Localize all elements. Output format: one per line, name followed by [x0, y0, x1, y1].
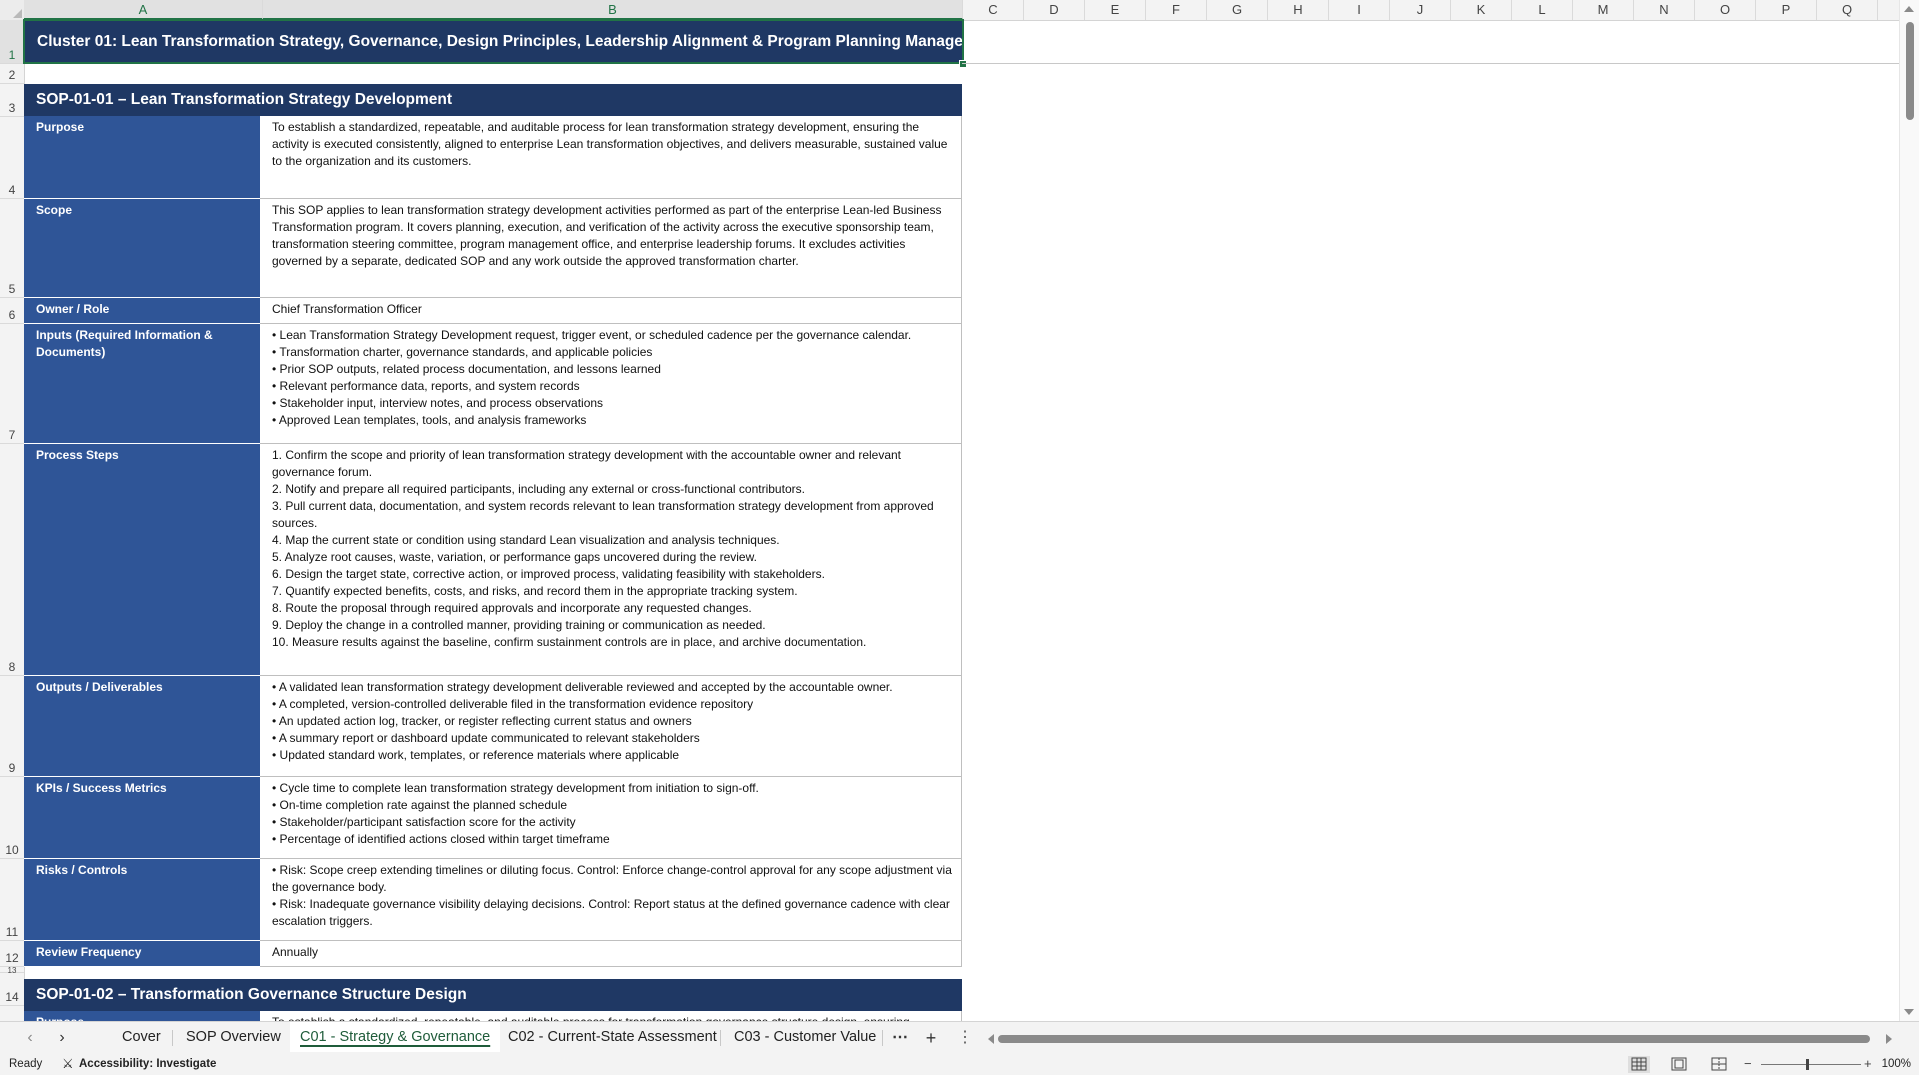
- column-header-p[interactable]: P: [1756, 0, 1817, 20]
- sop-section-risks[interactable]: [24, 859, 962, 941]
- section-value: Chief Transformation Officer: [260, 298, 962, 324]
- more-sheets-icon[interactable]: ⋯: [892, 1029, 908, 1046]
- sop-section-kpis[interactable]: [24, 777, 962, 859]
- row-divider: [962, 63, 1900, 64]
- scroll-up-arrow-icon[interactable]: [1904, 6, 1914, 12]
- sheet-tabs-bar: [0, 1021, 1919, 1054]
- sheet-tab-c03-customer-value[interactable]: C03 - Customer Value: [734, 1029, 877, 1045]
- row-header-7[interactable]: 7: [0, 324, 24, 444]
- section-label: Scope: [24, 199, 260, 298]
- scroll-right-arrow-icon[interactable]: [1886, 1034, 1892, 1044]
- row-header-3[interactable]: 3: [0, 84, 24, 117]
- column-header-k[interactable]: K: [1451, 0, 1512, 20]
- fill-handle[interactable]: [959, 60, 967, 68]
- sheet-tab-c01-strategy-governance[interactable]: C01 - Strategy & Governance: [290, 1022, 500, 1052]
- normal-view-icon[interactable]: [1628, 1056, 1650, 1073]
- row-header-13[interactable]: 13: [0, 967, 24, 973]
- section-value: 1. Confirm the scope and priority of lean transformation strategy development with the accountable owner and relevant governance forum. 2. Notify and prepare all required participants, including any external or cross-functional contributors. 3. Pull current data, documentation, and system records relevant to lean transformation strategy development from approved sources. 4. Map the current state or condition using standard Lean visualization and analysis techniques. 5. Analyze root causes, waste, variation, or performance gaps uncovered during the review. 6. Design the target state, corrective action, or improved process, validating feasibility with stakeholders. 7. Quantify expected benefits, costs, and risks, and record them in the appropriate tracking system. 8. Route the proposal through required approvals and incorporate any requested changes. 9. Deploy the change in a controlled manner, providing training or communication as needed. 10. Measure results against the baseline, confirm sustainment controls are in place, and archive documentation.: [260, 444, 962, 676]
- column-header-n[interactable]: N: [1634, 0, 1695, 20]
- sop-section-scope[interactable]: [24, 199, 962, 298]
- column-header-h[interactable]: H: [1268, 0, 1329, 20]
- sop-section-process-steps[interactable]: [24, 444, 962, 676]
- row-header-4[interactable]: 4: [0, 117, 24, 199]
- row-header-bar: [0, 20, 25, 1021]
- section-value: • Lean Transformation Strategy Development request, trigger event, or scheduled cadence per the governance calendar. • Transformation charter, governance standards, and applicable policies • Prior SOP outputs, related process documentation, and lessons learned • Relevant performance data, reports, and system records • Stakeholder input, interview notes, and process observations • Approved Lean templates, tools, and analysis frameworks: [260, 324, 962, 444]
- row-header-12[interactable]: 12: [0, 941, 24, 967]
- sheet-tab-c02-current-state[interactable]: C02 - Current-State Assessment: [508, 1029, 717, 1045]
- accessibility-status[interactable]: Accessibility: Investigate: [79, 1058, 217, 1070]
- tab-options-icon[interactable]: ⋮: [957, 1029, 973, 1046]
- cluster-title-cell[interactable]: Cluster 01: Lean Transformation Strategy, Governance, Design Principles, Leadership Alignment & Program Planning Management: [24, 20, 962, 62]
- row-header-5[interactable]: 5: [0, 199, 24, 298]
- sop-section-owner[interactable]: [24, 298, 962, 324]
- zoom-slider[interactable]: [1761, 1064, 1861, 1065]
- zoom-slider-knob[interactable]: [1806, 1059, 1809, 1070]
- worksheet-grid[interactable]: [24, 20, 1900, 1021]
- row-header-11[interactable]: 11: [0, 859, 24, 941]
- sop-section-outputs[interactable]: [24, 676, 962, 777]
- column-header-j[interactable]: J: [1390, 0, 1451, 20]
- scroll-down-arrow-icon[interactable]: [1904, 1009, 1914, 1015]
- column-header-c[interactable]: C: [963, 0, 1024, 20]
- section-label: Process Steps: [24, 444, 260, 676]
- sop-title-cell[interactable]: SOP-01-01 – Lean Transformation Strategy Development: [24, 84, 962, 116]
- status-bar: [0, 1054, 1919, 1075]
- status-ready-text: Ready: [9, 1058, 43, 1070]
- column-header-o[interactable]: O: [1695, 0, 1756, 20]
- section-label: Risks / Controls: [24, 859, 260, 941]
- accessibility-icon[interactable]: ⚔: [62, 1056, 74, 1071]
- sop-section-review-frequency[interactable]: [24, 941, 962, 967]
- sheet-tab-sop-overview[interactable]: SOP Overview: [186, 1029, 281, 1045]
- row-header-2[interactable]: 2: [0, 64, 24, 84]
- add-sheet-icon[interactable]: +: [925, 1028, 937, 1048]
- column-header-bar: [0, 0, 1900, 21]
- scroll-left-arrow-icon[interactable]: [988, 1034, 994, 1044]
- select-all-button[interactable]: [0, 0, 25, 20]
- tab-separator: [172, 1030, 173, 1046]
- section-label: Inputs (Required Information & Documents): [24, 324, 260, 444]
- previous-sheet-icon[interactable]: ‹: [27, 1029, 33, 1046]
- vertical-scrollbar[interactable]: [1899, 0, 1919, 1021]
- column-header-i[interactable]: I: [1329, 0, 1390, 20]
- row-header-8[interactable]: 8: [0, 444, 24, 676]
- zoom-in-icon[interactable]: +: [1864, 1056, 1872, 1071]
- zoom-level[interactable]: 100%: [1881, 1058, 1911, 1070]
- section-value: To establish a standardized, repeatable, and auditable process for lean transformation strategy development, ensuring the activity is executed consistently, aligned to enterprise Lean transformation objectives, and delivers measurable, sustained value to the organization and its customers.: [260, 116, 962, 199]
- page-break-preview-icon[interactable]: [1708, 1056, 1730, 1073]
- row-header-10[interactable]: 10: [0, 777, 24, 859]
- row-header-9[interactable]: 9: [0, 676, 24, 777]
- section-value: • Cycle time to complete lean transformation strategy development from initiation to sign-off. • On-time completion rate against the planned schedule • Stakeholder/participant satisfaction score for the activity • Percentage of identified actions closed within target timeframe: [260, 777, 962, 859]
- vertical-scroll-thumb[interactable]: [1906, 22, 1914, 120]
- sop-section-purpose[interactable]: [24, 116, 962, 199]
- column-header-d[interactable]: D: [1024, 0, 1085, 20]
- page-layout-view-icon[interactable]: [1668, 1056, 1690, 1073]
- section-label: Outputs / Deliverables: [24, 676, 260, 777]
- column-header-g[interactable]: G: [1207, 0, 1268, 20]
- section-value: This SOP applies to lean transformation strategy development activities performed as part of the enterprise Lean-led Business Transformation program. It covers planning, execution, and verification of the activity across the executive sponsorship team, transformation steering committee, program management office, and enterprise leadership forums. It excludes activities governed by a separate, dedicated SOP and any work outside the approved transformation charter.: [260, 199, 962, 298]
- tab-separator: [882, 1030, 883, 1046]
- horizontal-scrollbar[interactable]: [988, 1030, 1892, 1046]
- horizontal-scroll-thumb[interactable]: [998, 1035, 1870, 1043]
- column-header-q[interactable]: Q: [1817, 0, 1878, 20]
- sop-title-cell[interactable]: SOP-01-02 – Transformation Governance Structure Design: [24, 979, 962, 1011]
- section-value: • A validated lean transformation strategy development deliverable reviewed and accepted by the accountable owner. • A completed, version-controlled deliverable filed in the transformation evidence repository • An updated action log, tracker, or register reflecting current status and owners • A summary report or dashboard update communicated to relevant stakeholders • Updated standard work, templates, or reference materials where applicable: [260, 676, 962, 777]
- section-value: Annually: [260, 941, 962, 967]
- row-header-14[interactable]: 14: [0, 973, 24, 1006]
- column-header-b[interactable]: B: [263, 0, 963, 20]
- next-sheet-icon[interactable]: ›: [59, 1029, 65, 1046]
- column-header-m[interactable]: M: [1573, 0, 1634, 20]
- row-header-1[interactable]: 1: [0, 20, 24, 64]
- sheet-tab-cover[interactable]: Cover: [122, 1029, 161, 1045]
- section-label: Owner / Role: [24, 298, 260, 324]
- section-label: Review Frequency: [24, 941, 260, 967]
- tab-separator: [720, 1030, 721, 1046]
- column-header-a[interactable]: A: [24, 0, 263, 20]
- row-header-6[interactable]: 6: [0, 298, 24, 324]
- zoom-out-icon[interactable]: −: [1744, 1056, 1752, 1071]
- column-header-l[interactable]: L: [1512, 0, 1573, 20]
- section-label: Purpose: [24, 116, 260, 199]
- column-header-f[interactable]: F: [1146, 0, 1207, 20]
- sop-section-inputs[interactable]: [24, 324, 962, 444]
- section-value: • Risk: Scope creep extending timelines or diluting focus. Control: Enforce change-control approval for any scope adjustment via the governance body. • Risk: Inadequate governance visibility delaying decisions. Control: Report status at the defined governance cadence with clear escalation triggers.: [260, 859, 962, 941]
- section-label: KPIs / Success Metrics: [24, 777, 260, 859]
- column-header-e[interactable]: E: [1085, 0, 1146, 20]
